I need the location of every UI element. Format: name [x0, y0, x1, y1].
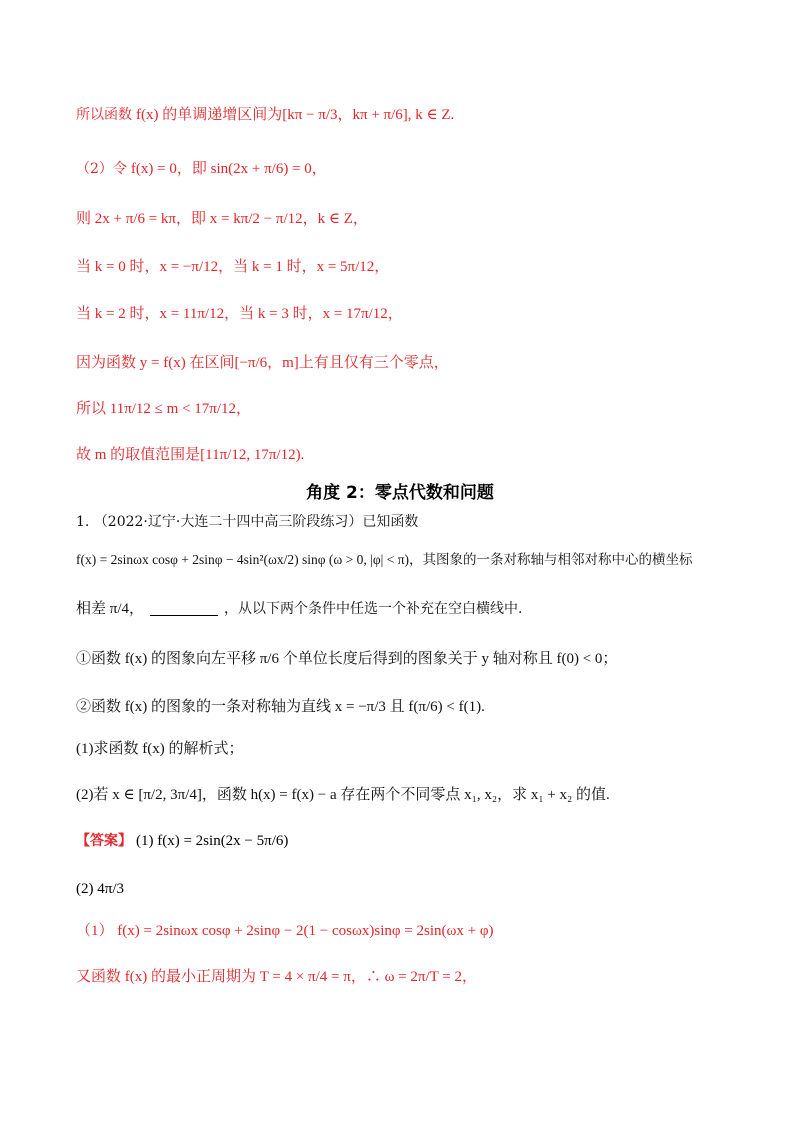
section-title: 角度 2：零点代数和问题 [306, 483, 494, 503]
condition-2: ②函数 f(x) 的图象的一条对称轴为直线 x = −π/3 且 f(π/6) < f(1). [76, 699, 485, 715]
question-2: (2)若 x ∈ [π/2, 3π/4]，函数 h(x) = f(x) − a 存在两个不同零点 x₁, x₂，求 x₁ + x₂ 的值. [76, 787, 610, 803]
solution-line-1: （1） f(x) = 2sinωx cosφ + 2sinφ − 2(1 − cosωx)sinφ = 2sin(ωx + φ) [76, 923, 494, 939]
solution-line-2: 又函数 f(x) 的最小正周期为 T = 4 × π/4 = π，∴ ω = 2π/T = 2， [76, 969, 477, 985]
line-three-zeros: 因为函数 y = f(x) 在区间[−π/6，m]上有且仅有三个零点， [76, 355, 449, 371]
problem-diff-line: 相差 π/4， ，从以下两个条件中任选一个补充在空白横线中. [76, 601, 523, 617]
answer-label: 【答案】 [76, 833, 132, 849]
line-m-range: 故 m 的取值范围是[11π/12, 17π/12). [76, 447, 305, 463]
line-increasing-interval: 所以函数 f(x) 的单调递增区间为[kπ − π/3，kπ + π/6], k ∈ Z. [76, 107, 455, 123]
answer-blank [150, 603, 218, 616]
line-k0-k1: 当 k = 0 时，x = −π/12，当 k = 1 时，x = 5π/12， [76, 259, 390, 275]
problem-formula: f(x) = 2sinωx cosφ + 2sinφ − 4sin²(ωx/2) sinφ (ω > 0, |φ| < π)，其图象的一条对称轴与相邻对称中心的横坐标 [76, 552, 693, 567]
problem-header: 1. （2022·辽宁·大连二十四中高三阶段练习）已知函数 [76, 514, 419, 530]
line-k2-k3: 当 k = 2 时，x = 11π/12，当 k = 3 时，x = 17π/12， [76, 306, 403, 322]
condition-1: ①函数 f(x) 的图象向左平移 π/6 个单位长度后得到的图象关于 y 轴对称且 f(0) < 0； [76, 651, 618, 667]
line-solve-x: 则 2x + π/6 = kπ，即 x = kπ/2 − π/12，k ∈ Z， [76, 211, 368, 227]
line-m-inequality: 所以 11π/12 ≤ m < 17π/12， [76, 401, 252, 417]
question-1: (1)求函数 f(x) 的解析式； [76, 741, 244, 757]
answer-line: 【答案】 (1) f(x) = 2sin(2x − 5π/6) [76, 833, 289, 849]
answer-2: (2) 4π/3 [76, 881, 124, 897]
line-set-zero: （2）令 f(x) = 0，即 sin(2x + π/6) = 0， [76, 161, 327, 177]
